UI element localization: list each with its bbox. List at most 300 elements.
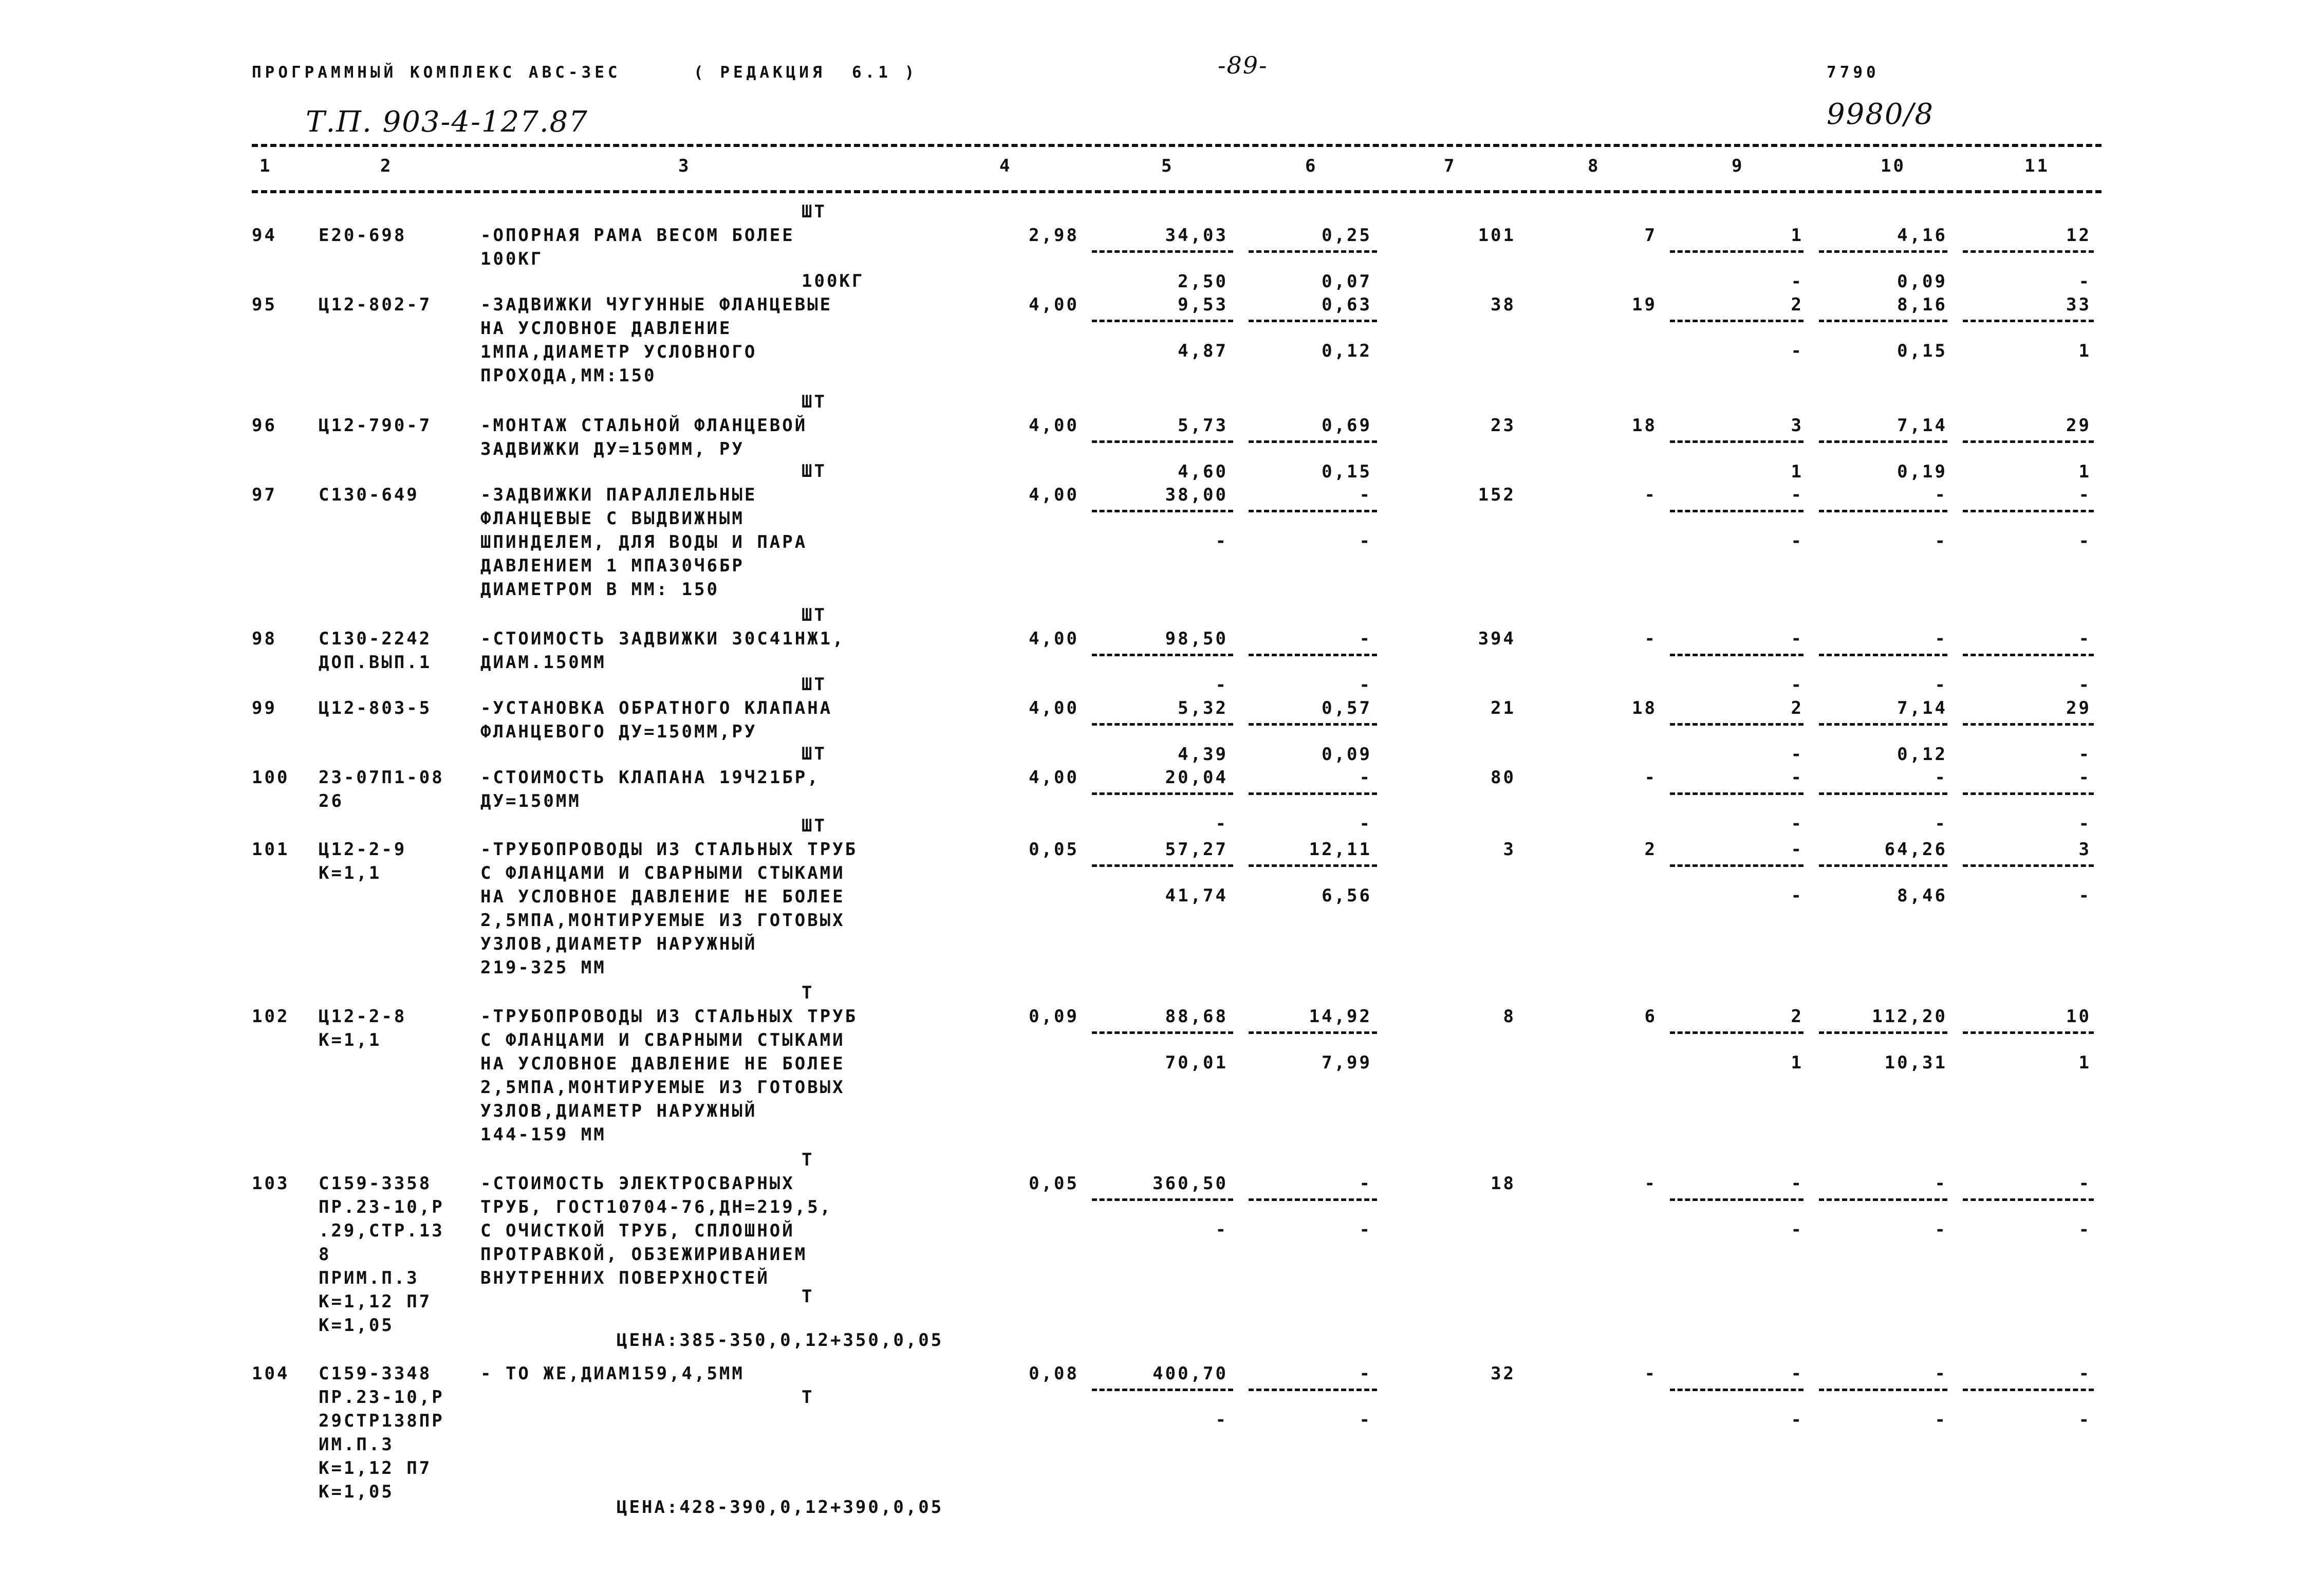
cell-c11: - [2078,767,2091,788]
quantity-cell: 0,05 [1029,839,1079,860]
cell-divider [1670,654,1804,656]
edition-label: ( РЕДАКЦИЯ 6.1 ) [694,63,918,82]
cell-c8: - [1644,1363,1657,1384]
cell-b11: - [2078,885,2091,906]
cell-divider [1092,654,1233,656]
norm-code: ПРИМ.П.3 [319,1268,419,1288]
price-formula: ЦЕНА:385-350,0,12+350,0,05 [617,1330,944,1351]
column-header-6: 6 [1305,156,1318,176]
cell-b6: - [1359,814,1372,834]
top-rule [252,144,2102,147]
cell-c5: 98,50 [1165,628,1228,649]
cell-divider [1249,864,1377,867]
cell-divider [1092,510,1233,512]
cell-c7: 21 [1491,698,1516,718]
cell-c9: 3 [1791,415,1804,436]
cell-c6: 0,25 [1322,225,1372,246]
quantity-cell: 0,08 [1029,1363,1079,1384]
cell-c8: - [1644,485,1657,505]
header-rule [252,190,2102,193]
cell-divider [1249,440,1377,443]
cell-divider [1092,1389,1233,1391]
cell-c6: - [1359,1363,1372,1384]
cell-c6: 0,57 [1322,698,1372,718]
cell-c10: - [1935,767,1947,788]
work-description: -ЗАДВИЖКИ ЧУГУННЫЕ ФЛАНЦЕВЫЕ [480,294,833,315]
cell-b6: - [1359,531,1372,551]
row-number: 103 [252,1173,290,1194]
work-description: ФЛАНЦЕВОГО ДУ=150ММ,РУ [480,722,757,742]
cell-divider [1963,1031,2094,1034]
cell-b11: - [2078,271,2091,292]
norm-code: С130-649 [319,485,419,505]
cell-divider [1963,250,2094,253]
norm-code: Ц12-2-8 [319,1006,407,1027]
cell-c11: - [2078,1173,2091,1194]
cell-c9: - [1791,485,1804,505]
cell-b5: 70,01 [1165,1052,1228,1073]
cell-c8: - [1644,767,1657,788]
cell-c6: - [1359,628,1372,649]
cell-b6: 6,56 [1322,885,1372,906]
cell-divider [1092,320,1233,322]
cell-divider [1819,792,1947,795]
work-description: 144-159 ММ [480,1124,606,1145]
column-header-2: 2 [380,156,393,176]
cell-divider [1670,320,1804,322]
cell-b9: - [1791,885,1804,906]
cell-divider [1963,510,2094,512]
cell-divider [1819,654,1947,656]
cell-c5: 38,00 [1165,485,1228,505]
norm-code: К=1,05 [319,1315,394,1336]
work-description: С ФЛАНЦАМИ И СВАРНЫМИ СТЫКАМИ [480,1030,845,1050]
cell-c7: 101 [1478,225,1516,246]
cell-c10: 7,14 [1897,415,1947,436]
column-header-8: 8 [1588,156,1601,176]
work-description: -ОПОРНАЯ РАМА ВЕСОМ БОЛЕЕ [480,225,795,246]
cell-c11: - [2078,1363,2091,1384]
cell-b11: - [2078,1219,2091,1240]
work-description: С ФЛАНЦАМИ И СВАРНЫМИ СТЫКАМИ [480,863,845,883]
unit-label: Т [802,983,814,1003]
cell-b11: - [2078,675,2091,695]
cell-c9: 1 [1791,225,1804,246]
work-description: ТРУБ, ГОСТ10704-76,ДН=219,5, [480,1197,833,1217]
column-header-3: 3 [678,156,691,176]
cell-b11: - [2078,814,2091,834]
row-number: 104 [252,1363,290,1384]
norm-code: С130-2242 [319,628,432,649]
cell-divider [1092,723,1233,726]
cell-c5: 5,32 [1178,698,1228,718]
cell-divider [1092,440,1233,443]
cell-c11: 10 [2066,1006,2091,1027]
cell-b10: - [1935,531,1947,551]
cell-c11: 12 [2066,225,2091,246]
cell-b6: 0,07 [1322,271,1372,292]
cell-b6: 7,99 [1322,1052,1372,1073]
cell-b6: - [1359,1219,1372,1240]
cell-b11: - [2078,1410,2091,1430]
cell-divider [1819,440,1947,443]
cell-c6: - [1359,767,1372,788]
row-number: 97 [252,485,277,505]
work-description: -СТОИМОСТЬ ЗАДВИЖКИ 30С41НЖ1, [480,628,845,649]
cell-b9: - [1791,341,1804,361]
cell-c9: - [1791,1173,1804,1194]
cell-b10: 0,09 [1897,271,1947,292]
cell-c10: - [1935,1173,1947,1194]
quantity-cell: 4,00 [1029,628,1079,649]
cell-b11: 1 [2078,461,2091,482]
cell-c10: - [1935,628,1947,649]
cell-b5: - [1215,814,1228,834]
cell-c6: 14,92 [1309,1006,1372,1027]
cell-c9: 2 [1791,698,1804,718]
cell-c9: 2 [1791,294,1804,315]
project-reference: Т.П. 903-4-127.87 [306,105,588,139]
cell-c10: - [1935,485,1947,505]
cell-c8: 19 [1632,294,1657,315]
cell-b9: - [1791,744,1804,765]
cell-c9: - [1791,767,1804,788]
work-description: С ОЧИСТКОЙ ТРУБ, СПЛОШНОЙ [480,1221,795,1241]
work-description: ДАВЛЕНИЕМ 1 МПА30Ч6БР [480,556,745,576]
cell-divider [1249,1198,1377,1201]
unit-label: Т [802,1150,814,1170]
cell-c11: - [2078,628,2091,649]
quantity-cell: 4,00 [1029,767,1079,788]
work-description: НА УСЛОВНОЕ ДАВЛЕНИЕ НЕ БОЛЕЕ [480,1053,845,1074]
cell-c8: - [1644,628,1657,649]
cell-b6: 0,09 [1322,744,1372,765]
cell-divider [1819,1389,1947,1391]
work-description: ПРОТРАВКОЙ, ОБЗЕЖИРИВАНИЕМ [480,1244,808,1265]
cell-divider [1963,1198,2094,1201]
work-description: ДУ=150ММ [480,791,581,811]
cell-c6: 0,69 [1322,415,1372,436]
cell-c11: 29 [2066,415,2091,436]
cell-divider [1670,1198,1804,1201]
norm-code: К=1,1 [319,863,382,883]
cell-divider [1670,723,1804,726]
cell-divider [1249,320,1377,322]
unit-label: ШТ [802,816,827,836]
cell-c7: 3 [1503,839,1516,860]
cell-b10: 0,15 [1897,341,1947,361]
cell-b10: 8,46 [1897,885,1947,906]
norm-code: К=1,05 [319,1482,394,1502]
quantity-cell: 0,05 [1029,1173,1079,1194]
norm-code: ДОП.ВЫП.1 [319,652,432,673]
cell-divider [1092,864,1233,867]
row-number: 98 [252,628,277,649]
cell-c8: 18 [1632,415,1657,436]
norm-code: С159-3348 [319,1363,432,1384]
cell-c9: - [1791,839,1804,860]
norm-code: ПР.23-10,Р [319,1387,444,1408]
cell-c10: 112,20 [1872,1006,1947,1027]
cell-b6: 0,15 [1322,461,1372,482]
norm-code: 8 [319,1244,331,1265]
cell-c7: 394 [1478,628,1516,649]
row-number: 96 [252,415,277,436]
cell-b11: - [2078,531,2091,551]
cell-b5: - [1215,1410,1228,1430]
work-description: ЗАДВИЖКИ ДУ=150ММ, РУ [480,439,745,459]
quantity-cell: 4,00 [1029,698,1079,718]
cell-c10: 8,16 [1897,294,1947,315]
cell-b11: 1 [2078,341,2091,361]
unit-label: ШТ [802,201,827,222]
norm-code: Ц12-2-9 [319,839,407,860]
work-description: -ЗАДВИЖКИ ПАРАЛЛЕЛЬНЫЕ [480,485,757,505]
cell-b5: 2,50 [1178,271,1228,292]
cell-c5: 88,68 [1165,1006,1228,1027]
cell-divider [1819,510,1947,512]
cell-b9: - [1791,531,1804,551]
cell-divider [1249,792,1377,795]
norm-code: С159-3358 [319,1173,432,1194]
document-code: 7790 [1827,63,1880,82]
cell-c7: 38 [1491,294,1516,315]
cell-c8: 2 [1644,839,1657,860]
price-formula: ЦЕНА:428-390,0,12+390,0,05 [617,1497,944,1518]
cell-c10: - [1935,1363,1947,1384]
work-description: -СТОИМОСТЬ ЭЛЕКТРОСВАРНЫХ [480,1173,795,1194]
cell-b6: 0,12 [1322,341,1372,361]
cell-b9: 1 [1791,461,1804,482]
cell-c11: 29 [2066,698,2091,718]
work-description: -ТРУБОПРОВОДЫ ИЗ СТАЛЬНЫХ ТРУБ [480,1006,858,1027]
work-description: ДИАМЕТРОМ В ММ: 150 [480,579,719,600]
cell-c6: - [1359,485,1372,505]
cell-c10: 7,14 [1897,698,1947,718]
cell-divider [1963,1389,2094,1391]
cell-c8: 7 [1644,225,1657,246]
cell-divider [1963,723,2094,726]
work-description: -УСТАНОВКА ОБРАТНОГО КЛАПАНА [480,698,833,718]
norm-code: К=1,12 П7 [319,1458,432,1478]
cell-b10: 10,31 [1884,1052,1947,1073]
unit-label: ШТ [802,392,827,412]
column-header-1: 1 [259,156,272,176]
row-number: 102 [252,1006,290,1027]
cell-divider [1249,654,1377,656]
unit-label: ШТ [802,605,827,625]
norm-code: Ц12-790-7 [319,415,432,436]
cell-c11: 3 [2078,839,2091,860]
cell-divider [1819,723,1947,726]
cell-c5: 20,04 [1165,767,1228,788]
work-description: ВНУТРЕННИХ ПОВЕРХНОСТЕЙ [480,1268,770,1288]
work-description: ПРОХОДА,ММ:150 [480,365,657,386]
unit-label: ШТ [802,744,827,764]
cell-c7: 23 [1491,415,1516,436]
cell-c7: 18 [1491,1173,1516,1194]
cell-divider [1670,864,1804,867]
cell-c10: 64,26 [1884,839,1947,860]
cell-divider [1670,792,1804,795]
work-description: ДИАМ.150ММ [480,652,606,673]
cell-b5: 4,87 [1178,341,1228,361]
cell-c5: 360,50 [1152,1173,1228,1194]
cell-c8: 6 [1644,1006,1657,1027]
cell-c6: - [1359,1173,1372,1194]
norm-code: 26 [319,791,344,811]
work-description: 219-325 ММ [480,957,606,978]
row-number: 99 [252,698,277,718]
cell-divider [1249,723,1377,726]
cell-divider [1819,250,1947,253]
cell-divider [1963,792,2094,795]
cell-b5: 4,60 [1178,461,1228,482]
unit-label: ШТ [802,674,827,695]
cell-b9: - [1791,271,1804,292]
cell-b10: - [1935,1410,1947,1430]
cell-c5: 34,03 [1165,225,1228,246]
norm-code: Е20-698 [319,225,407,246]
cell-c5: 57,27 [1165,839,1228,860]
cell-c6: 12,11 [1309,839,1372,860]
column-header-9: 9 [1732,156,1744,176]
cell-divider [1092,1198,1233,1201]
cell-c7: 8 [1503,1006,1516,1027]
norm-code: .29,СТР.13 [319,1221,444,1241]
cell-divider [1670,1031,1804,1034]
cell-divider [1249,510,1377,512]
cell-b10: - [1935,675,1947,695]
cell-c5: 9,53 [1178,294,1228,315]
row-number: 94 [252,225,277,246]
cell-c11: - [2078,485,2091,505]
cell-c9: - [1791,628,1804,649]
norm-code: Ц12-802-7 [319,294,432,315]
row-number: 101 [252,839,290,860]
column-header-7: 7 [1444,156,1457,176]
cell-divider [1819,864,1947,867]
cell-divider [1963,440,2094,443]
unit-label: Т [802,1387,814,1408]
cell-divider [1092,250,1233,253]
quantity-cell: 4,00 [1029,294,1079,315]
cell-c7: 32 [1491,1363,1516,1384]
cell-c5: 5,73 [1178,415,1228,436]
cell-c8: - [1644,1173,1657,1194]
norm-code: ИМ.П.3 [319,1434,394,1455]
cell-divider [1092,792,1233,795]
cell-c8: 18 [1632,698,1657,718]
column-header-11: 11 [2024,156,2050,176]
cell-divider [1670,1389,1804,1391]
cell-b10: - [1935,1219,1947,1240]
cell-b6: - [1359,675,1372,695]
cell-b9: 1 [1791,1052,1804,1073]
cell-c9: 2 [1791,1006,1804,1027]
row-number: 95 [252,294,277,315]
work-description: -МОНТАЖ СТАЛЬНОЙ ФЛАНЦЕВОЙ [480,415,808,436]
column-header-4: 4 [999,156,1012,176]
norm-code: Ц12-803-5 [319,698,432,718]
work-description: - ТО ЖЕ,ДИАМ159,4,5ММ [480,1363,745,1384]
cell-c11: 33 [2066,294,2091,315]
cell-b5: 4,39 [1178,744,1228,765]
work-description: -ТРУБОПРОВОДЫ ИЗ СТАЛЬНЫХ ТРУБ [480,839,858,860]
cell-c10: 4,16 [1897,225,1947,246]
work-description: ШПИНДЕЛЕМ, ДЛЯ ВОДЫ И ПАРА [480,532,808,552]
cell-divider [1670,440,1804,443]
cell-divider [1819,1198,1947,1201]
cell-b9: - [1791,1219,1804,1240]
cell-b9: - [1791,675,1804,695]
cell-b5: 41,74 [1165,885,1228,906]
unit-label: ШТ [802,461,827,482]
cell-divider [1670,510,1804,512]
cell-b9: - [1791,1410,1804,1430]
unit-label: 100КГ [802,271,865,291]
work-description: 1МПА,ДИАМЕТР УСЛОВНОГО [480,342,757,362]
cell-c9: - [1791,1363,1804,1384]
work-description: 2,5МПА,МОНТИРУЕМЫЕ ИЗ ГОТОВЫХ [480,1077,845,1098]
work-description: УЗЛОВ,ДИАМЕТР НАРУЖНЫЙ [480,934,757,954]
cell-divider [1819,1031,1947,1034]
page-number: -89- [1218,51,1268,79]
work-description: НА УСЛОВНОЕ ДАВЛЕНИЕ НЕ БОЛЕЕ [480,886,845,907]
cell-divider [1963,654,2094,656]
cell-divider [1249,1389,1377,1391]
quantity-cell: 4,00 [1029,485,1079,505]
row-number: 100 [252,767,290,788]
cell-c6: 0,63 [1322,294,1372,315]
unit-label: Т [802,1286,814,1307]
program-title: ПРОГРАММНЫЙ КОМПЛЕКС АВС-3ЕС [252,63,621,82]
column-header-10: 10 [1881,156,1906,176]
cell-b10: - [1935,814,1947,834]
cell-divider [1249,250,1377,253]
cell-c7: 80 [1491,767,1516,788]
work-description: ФЛАНЦЕВЫЕ С ВЫДВИЖНЫМ [480,508,745,529]
cell-b10: 0,19 [1897,461,1947,482]
cell-c5: 400,70 [1152,1363,1228,1384]
cell-divider [1963,320,2094,322]
cell-divider [1092,1031,1233,1034]
column-header-5: 5 [1161,156,1174,176]
work-description: НА УСЛОВНОЕ ДАВЛЕНИЕ [480,318,732,339]
album-reference: 9980/8 [1827,98,1935,131]
norm-code: 23-07П1-08 [319,767,444,788]
quantity-cell: 4,00 [1029,415,1079,436]
norm-code: 29СТР138ПР [319,1411,444,1431]
cell-divider [1819,320,1947,322]
cell-divider [1249,1031,1377,1034]
cell-divider [1670,250,1804,253]
cell-b11: - [2078,744,2091,765]
work-description: 2,5МПА,МОНТИРУЕМЫЕ ИЗ ГОТОВЫХ [480,910,845,931]
cell-divider [1963,864,2094,867]
cell-b10: 0,12 [1897,744,1947,765]
cell-b5: - [1215,531,1228,551]
work-description: 100КГ [480,249,544,269]
norm-code: К=1,1 [319,1030,382,1050]
cell-b6: - [1359,1410,1372,1430]
cell-b9: - [1791,814,1804,834]
work-description: -СТОИМОСТЬ КЛАПАНА 19Ч21БР, [480,767,820,788]
quantity-cell: 0,09 [1029,1006,1079,1027]
quantity-cell: 2,98 [1029,225,1079,246]
cell-b11: 1 [2078,1052,2091,1073]
cell-b5: - [1215,1219,1228,1240]
